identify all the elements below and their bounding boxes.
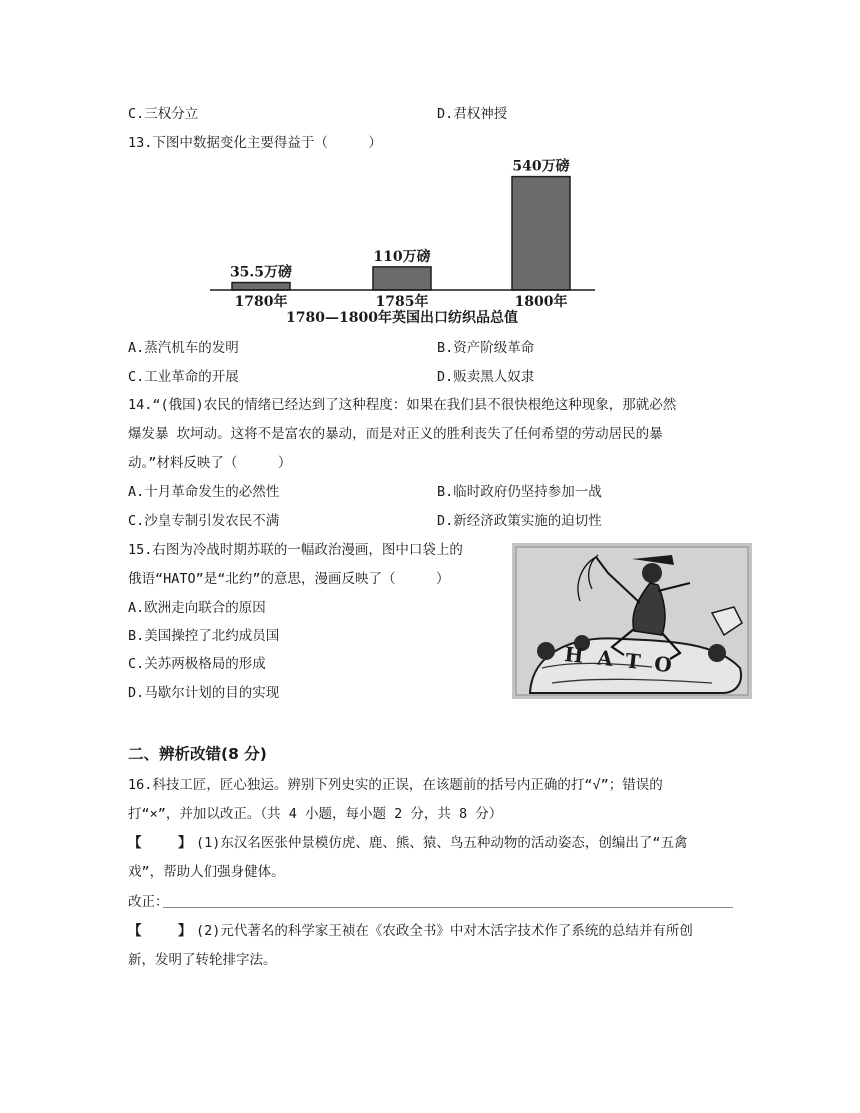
q16-text-line1: 16.科技工匠，匠心独运。辨别下列史实的正误，在该题前的括号内正确的打“√”；错误的 xyxy=(128,777,663,793)
bar-1800年 xyxy=(512,177,570,290)
correction-answer-line[interactable] xyxy=(163,907,733,908)
q16-item1-bracket-right: 】 xyxy=(178,835,192,851)
q13-option-b: B.资产阶级革命 xyxy=(437,340,535,356)
bar-1785年 xyxy=(373,267,431,290)
q16-item1-bracket-left: 【 xyxy=(128,835,142,851)
q12-option-c: C.三权分立 xyxy=(128,106,199,122)
q15-option-b: B.美国操控了北约成员国 xyxy=(128,628,280,644)
q14-text-line2: 爆发暴 坎坷动。这将不是富农的暴动，而是对正义的胜利丧失了任何希望的劳动居民的暴 xyxy=(128,426,663,442)
q14-text-line3: 动。”材料反映了（ ） xyxy=(128,455,292,471)
bar-value-label: 110万磅 xyxy=(373,248,431,265)
q16-item1-text-line1: (1)东汉名医张仲景模仿虎、鹿、熊、猿、鸟五种动物的活动姿态，创编出了“五禽 xyxy=(196,835,688,851)
q16-item2-bracket-left: 【 xyxy=(128,923,142,939)
bar-1780年 xyxy=(232,283,290,290)
cartoon-sack-label: HATO xyxy=(563,642,687,679)
q13-stem: 13.下图中数据变化主要得益于（ ） xyxy=(128,135,382,151)
chart-title: 1780—1800年英国出口纺织品总值 xyxy=(286,310,518,326)
q14-option-a: A.十月革命发生的必然性 xyxy=(128,484,280,500)
category-label: 1800年 xyxy=(514,294,568,310)
bar-value-label: 540万磅 xyxy=(512,158,570,175)
q14-option-c: C.沙皇专制引发农民不满 xyxy=(128,513,280,529)
q15-option-d: D.马歇尔计划的目的实现 xyxy=(128,685,280,701)
q13-option-d: D.贩卖黑人奴隶 xyxy=(437,369,535,385)
q14-text-line1: 14.“(俄国)农民的情绪已经达到了这种程度：如果在我们县不很快根绝这种现象，那就必然 xyxy=(128,397,677,413)
category-label: 1785年 xyxy=(375,294,429,310)
q16-item2-bracket-right: 】 xyxy=(178,923,192,939)
political-cartoon-image xyxy=(512,543,752,699)
section-2-heading: 二、辨析改错(8 分) xyxy=(128,745,267,763)
export-bar-chart xyxy=(205,152,605,327)
q15-option-a: A.欧洲走向联合的原因 xyxy=(128,600,266,616)
q14-option-b: B.临时政府仍坚持参加一战 xyxy=(437,484,602,500)
q15-text-line2: 俄语“HATO”是“北约”的意思，漫画反映了（ ） xyxy=(128,571,450,587)
category-label: 1780年 xyxy=(234,294,288,310)
q16-correction-label: 改正： xyxy=(128,894,169,910)
q15-option-c: C.关苏两极格局的形成 xyxy=(128,656,266,672)
q13-option-a: A.蒸汽机车的发明 xyxy=(128,340,239,356)
q16-item1-text-line2: 戏”，帮助人们强身健体。 xyxy=(128,864,285,880)
bar-value-label: 35.5万磅 xyxy=(229,264,293,281)
q16-text-line2: 打“×”，并加以改正。（共 4 小题，每小题 2 分，共 8 分） xyxy=(128,806,503,822)
q13-option-c: C.工业革命的开展 xyxy=(128,369,239,385)
q16-item2-text-line1: (2)元代著名的科学家王祯在《农政全书》中对木活字技术作了系统的总结并有所创 xyxy=(196,923,693,939)
q12-option-d: D.君权神授 xyxy=(437,106,508,122)
q15-text-line1: 15.右图为冷战时期苏联的一幅政治漫画，图中口袋上的 xyxy=(128,542,463,558)
q16-item2-text-line2: 新，发明了转轮排字法。 xyxy=(128,952,277,968)
q14-option-d: D.新经济政策实施的迫切性 xyxy=(437,513,602,529)
